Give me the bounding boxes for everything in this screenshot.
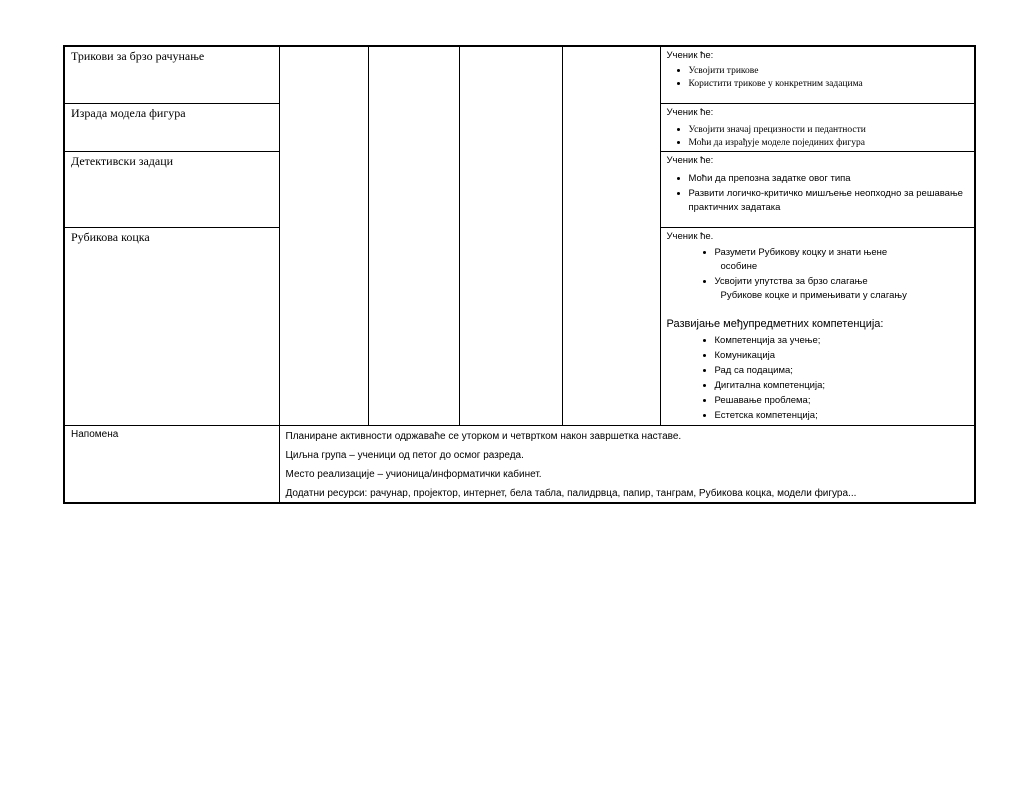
outcome-cell (660, 227, 975, 425)
outcome-cell (660, 103, 975, 151)
topic-cell: Рубикова коцка (64, 227, 279, 425)
note-label: Напомена (64, 425, 279, 503)
outcome-list (667, 64, 969, 90)
list-item (715, 245, 969, 274)
list-item-text: Разумети Рубикову коцку и знати њене (714, 246, 888, 258)
list-item-text: Рубикове коцке и примењивати у слагању (720, 289, 907, 301)
outcome-cell (660, 46, 975, 103)
empty-cell (562, 46, 660, 425)
plan-table (63, 45, 976, 504)
list-item: • Компетенција за учење; (715, 333, 969, 348)
topic-cell: Детективски задаци (64, 151, 279, 227)
list-item: • Развити логичко-критичко мишљење неопходно за решавање практичних задатака (689, 186, 969, 215)
list-item-text: Усвојити упутства за брзо слагање (714, 275, 868, 287)
outcome-list (667, 245, 969, 303)
list-item: • Естетска компетенција; (715, 408, 969, 423)
list-item: • Усвојити трикове (689, 64, 969, 77)
list-item: • Усвојити значај прецизности и педантности (689, 123, 969, 136)
topic-cell: Трикови за брзо рачунање (64, 46, 279, 103)
list-item (715, 274, 969, 303)
outcome-heading: Ученик ће: (666, 50, 714, 61)
list-item-text: особине (720, 260, 758, 272)
outcome-heading: Ученик ће: (666, 154, 714, 166)
empty-cell (459, 46, 562, 425)
note-line: Место реализације – учионица/информатички кабинет. (285, 468, 542, 480)
list-item: • Моћи да израђује моделе појединих фигура (689, 136, 969, 149)
list-item: • Комуникација (715, 348, 969, 363)
list-item: • Решавање проблема; (715, 393, 969, 408)
empty-cell (279, 46, 368, 425)
list-item: • Дигитална компетенција; (715, 378, 969, 393)
note-line: Циљна група – ученици од петог до осмог разреда. (285, 449, 524, 461)
outcome-heading: Ученик ће. (666, 230, 714, 242)
competencies-heading: Развијање међупредметних компетенција: (666, 317, 884, 330)
outcome-cell (660, 151, 975, 227)
note-line: Додатни ресурси: рачунар, пројектор, интернет, бела табла, палидрвца, папир, танграм, Рубикова коцка, модели фигура... (285, 487, 857, 499)
list-item: • Рад са подацима; (715, 363, 969, 378)
outcome-list (667, 123, 969, 149)
table-row (64, 46, 975, 103)
competencies-list (667, 333, 969, 423)
note-cell (279, 425, 975, 503)
outcome-list (667, 171, 969, 215)
empty-cell (368, 46, 459, 425)
list-item: • Користити трикове у конкретним задацима (689, 77, 969, 90)
note-line: Планиране активности одржаваће се уторком и четвртком након завршетка наставе. (285, 430, 682, 442)
table-row (64, 425, 975, 503)
topic-cell: Израда модела фигура (64, 103, 279, 151)
outcome-heading: Ученик ће: (666, 106, 714, 118)
list-item: • Моћи да препозна задатке овог типа (689, 171, 969, 186)
